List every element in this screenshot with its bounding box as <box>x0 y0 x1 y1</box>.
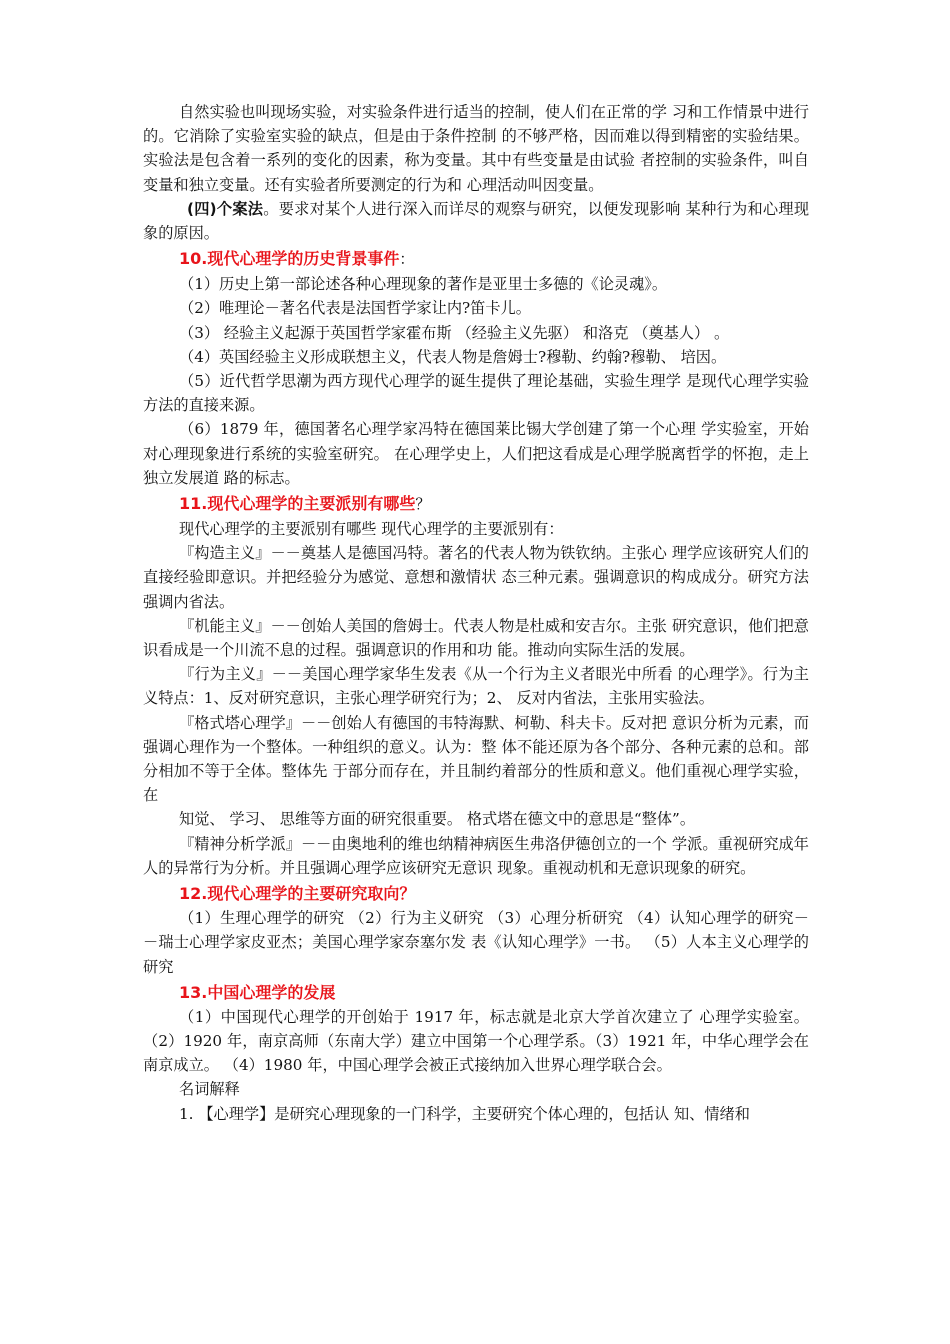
paragraph-12: （1）生理心理学的研究 （2）行为主义研究 （3）心理分析研究 （4）认知心理学的研究－－瑞士心理学家皮亚杰；美国心理学家奈塞尔发 表《认知心理学》一书。 （5）人本主义心理学的研究 <box>143 909 809 976</box>
paragraph-11-intro: 现代心理学的主要派别有哪些 现代心理学的主要派别有： <box>179 520 564 539</box>
paragraph-10-6: （6）1879 年，德国著名心理学家冯特在德国莱比锡大学创建了第一个心理 学实验室，开始对心理现象进行系统的实验室研究。 在心理学史上，人们把这看成是心理学脱离哲学的怀抱，走上独立发展道 路的标志。 <box>143 420 809 487</box>
heading-12-title: 12.现代心理学的主要研究取向？ <box>179 884 416 904</box>
document-page <box>143 100 809 1126</box>
glossary-item-1: 1. 【心理学】是研究心理现象的一门科学，主要研究个体心理的，包括认 知、情绪和 <box>179 1104 750 1123</box>
heading-11-title: 11.现代心理学的主要派别有哪些 <box>179 494 416 514</box>
paragraph-case-method <box>143 197 809 245</box>
paragraph-10-4: （4）英国经验主义形成联想主义，代表人物是詹姆士?穆勒、约翰?穆勒、 培因。 <box>179 347 727 366</box>
heading-13 <box>143 980 809 1005</box>
heading-13-title: 13.中国心理学的发展 <box>179 982 336 1002</box>
heading-11-suffix: ？ <box>415 495 431 514</box>
paragraph-10-2: （2）唯理论－著名代表是法国哲学家让内?笛卡儿。 <box>179 299 531 318</box>
heading-10-suffix: ： <box>399 250 415 269</box>
paragraph-gestalt: 『格式塔心理学』－－创始人有德国的韦特海默、柯勒、科夫卡。反对把 意识分析为元素，而强调心理作为一个整体。一种组织的意义。认为：整 体不能还原为各个部分、各种元素的总和。部分相加不等于全体。整体先 于部分而存在，并且制约着部分的性质和意义。他们重视心理学实验，在 <box>143 713 809 805</box>
paragraph-10-5: （5）近代哲学思潮为西方现代心理学的诞生提供了理论基础，实验生理学 是现代心理学实验方法的直接来源。 <box>143 372 809 415</box>
case-method-text: 。要求对某个人进行深入而详尽的观察与研究，以便发现影响 某种行为和心理现象的原因。 <box>143 199 810 243</box>
heading-10 <box>143 246 809 272</box>
heading-12 <box>143 881 809 906</box>
heading-10-title: 10.现代心理学的历史背景事件 <box>179 249 400 269</box>
paragraph-natural-experiment: 自然实验也叫现场实验，对实验条件进行适当的控制，使人们在正常的学 习和工作情景中进行的。它消除了实验室实验的缺点，但是由于条件控制 的不够严格，因而难以得到精密的实验结果。 实验法是包含着一系列的变化的因素，称为变量。其中有些变量是由试验 者控制的实验条件，叫自变量和独立变量。还有实验者所要测定的行为和 心理活动叫因变量。 <box>143 103 809 194</box>
paragraph-psychoanalysis: 『精神分析学派』－－由奥地利的维也纳精神病医生弗洛伊德创立的一个 学派。重视研究成年人的异常行为分析。并且强调心理学应该研究无意识 现象。重视动机和无意识现象的研究。 <box>143 834 809 877</box>
paragraph-structuralism: 『构造主义』－－奠基人是德国冯特。著名的代表人物为铁钦纳。主张心 理学应该研究人们的直接经验即意识。并把经验分为感觉、意想和激情状 态三种元素。强调意识的构成成分。研究方法强调内省法。 <box>143 544 809 611</box>
paragraph-10-1: （1）历史上第一部论述各种心理现象的著作是亚里士多德的《论灵魂》。 <box>179 275 668 294</box>
glossary-title: 名词解释 <box>179 1080 240 1099</box>
case-method-label: (四)个案法 <box>187 199 264 218</box>
paragraph-functionalism: 『机能主义』－－创始人美国的詹姆士。代表人物是杜威和安吉尔。主张 研究意识，他们把意识看成是一个川流不息的过程。强调意识的作用和功 能。推动向实际生活的发展。 <box>143 616 809 660</box>
paragraph-gestalt-cont: 知觉、 学习、 思维等方面的研究很重要。 格式塔在德文中的意思是“整体”。 <box>179 810 696 829</box>
paragraph-10-3: （3） 经验主义起源于英国哲学家霍布斯 （经验主义先驱） 和洛克 （奠基人） 。 <box>179 323 730 342</box>
paragraph-behaviorism: 『行为主义』－－美国心理学家华生发表《从一个行为主义者眼光中所看 的心理学》。行为主义特点：1、反对研究意识，主张心理学研究行为；2、 反对内省法，主张用实验法。 <box>143 665 809 708</box>
paragraph-13: （1）中国现代心理学的开创始于 1917 年，标志就是北京大学首次建立了 心理学实验室。 （2）1920 年，南京高师（东南大学）建立中国第一个心理学系。（3）1921 年，中华心理学会在南京成立。 （4）1980 年，中国心理学会被正式接纳加入世界心理学联合会。 <box>143 1007 809 1075</box>
heading-11 <box>143 491 809 517</box>
